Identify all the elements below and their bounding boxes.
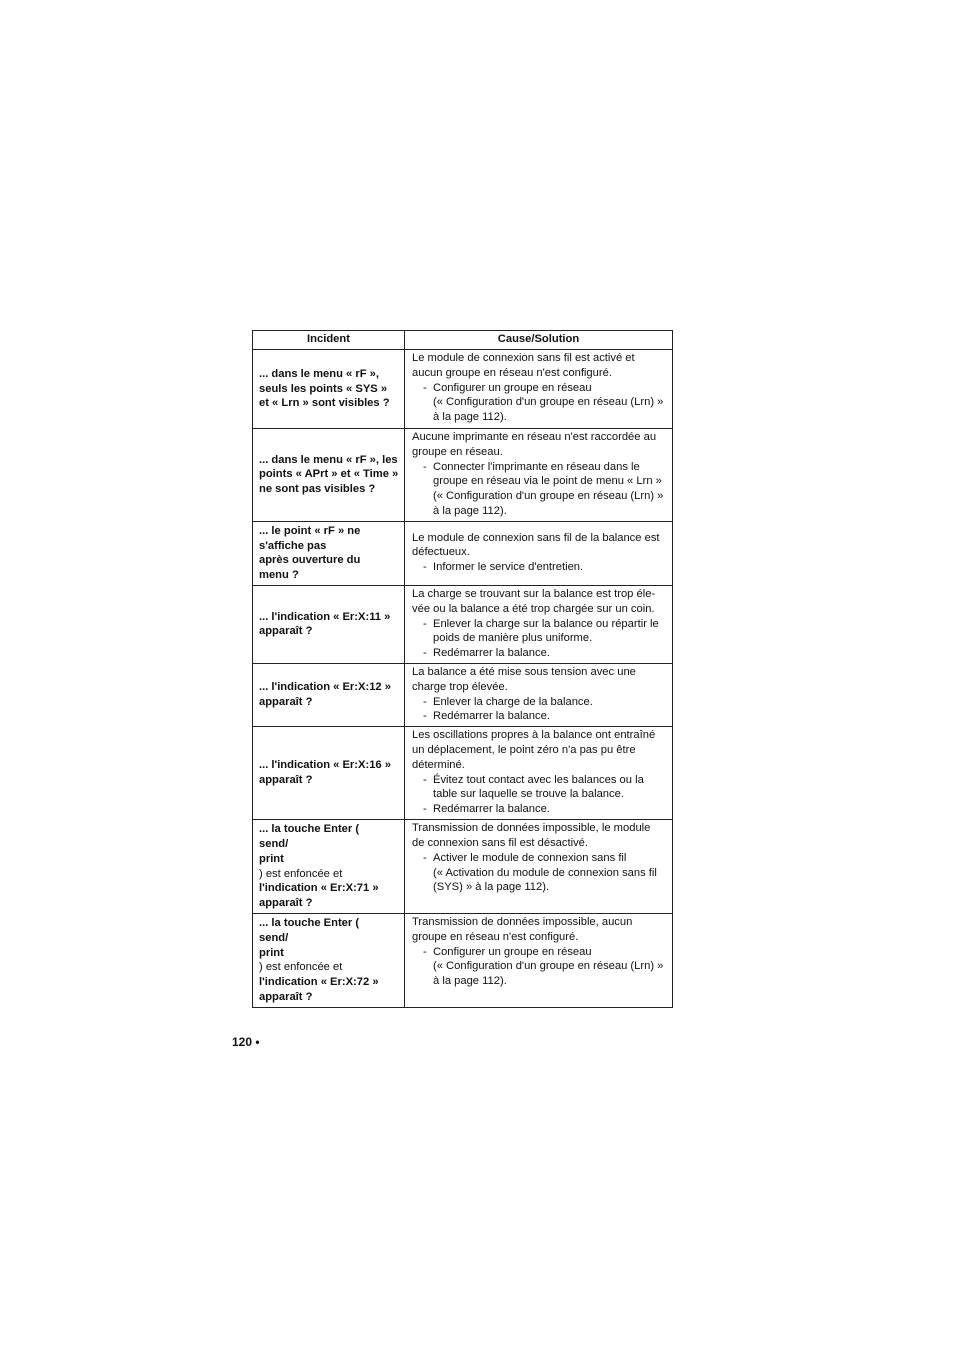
incident-cell: ... l'indication « Er:X:12 » apparaît ? — [253, 663, 405, 726]
incident-cell: ... le point « rF » ne s'affiche pas après ouverture du menu ? — [253, 521, 405, 585]
incident-cell: ... dans le menu « rF », les points « APrt » et « Time » ne sont pas visibles ? — [253, 429, 405, 522]
incident-cell: ... dans le menu « rF », seuls les points « SYS » et « Lrn » sont visibles ? — [253, 350, 405, 429]
cause-solution-cell: Transmission de données impossible, le module de connexion sans fil est désactivé. - Activer le module de connexion sans fil (« Activation du module de connexion sans fil (SYS) » à la page 112). — [405, 820, 673, 914]
cause-solution-cell: La charge se trouvant sur la balance est trop éle- vée ou la balance a été trop chargée sur un coin. - Enlever la charge sur la balance ou répartir le poids de manière plus uniforme. - Redémarrer la balance. — [405, 585, 673, 663]
incident-cell: ... l'indication « Er:X:11 » apparaît ? — [253, 585, 405, 663]
cause-solution-cell: Les oscillations propres à la balance ont entraîné un déplacement, le point zéro n'a pas pu être déterminé. - Évitez tout contact avec les balances ou la table sur laquelle se trouve la balance. - Redémarrer la balance. — [405, 727, 673, 820]
table-header-row — [253, 331, 673, 350]
table-row — [253, 727, 673, 820]
cause-solution-cell: Transmission de données impossible, aucun groupe en réseau n'est configuré. - Configurer un groupe en réseau (« Configuration d'un groupe en réseau (Lrn) » à la page 112). — [405, 913, 673, 1007]
solution-step: - Configurer un groupe en réseau — [412, 945, 670, 960]
header-cause-solution: Cause/Solution — [405, 331, 673, 350]
solution-step: - Enlever la charge de la balance. — [412, 695, 670, 710]
solution-step: - Redémarrer la balance. — [412, 709, 670, 724]
cause-solution-cell: Aucune imprimante en réseau n'est raccordée au groupe en réseau. - Connecter l'imprimante en réseau dans le groupe en réseau via le point de menu « Lrn » (« Configuration d'un groupe en réseau (Lrn) » à la page 112). — [405, 429, 673, 522]
incident-cell: ... l'indication « Er:X:16 » apparaît ? — [253, 727, 405, 820]
table-row — [253, 350, 673, 429]
incident-cell: ... la touche Enter ( send/ print ) est enfoncée et l'indication « Er:X:71 » apparaît ? — [253, 820, 405, 914]
solution-step: - Évitez tout contact avec les balances ou la — [412, 773, 670, 788]
page-number: 120 • — [232, 1035, 260, 1049]
incident-cell: ... la touche Enter ( send/ print ) est enfoncée et l'indication « Er:X:72 » apparaît ? — [253, 913, 405, 1007]
solution-step: - Enlever la charge sur la balance ou répartir le — [412, 617, 670, 632]
solution-step: - Activer le module de connexion sans fil — [412, 851, 670, 866]
cause-solution-cell: Le module de connexion sans fil de la balance est défectueux. - Informer le service d'entretien. — [405, 521, 673, 585]
solution-step: - Redémarrer la balance. — [412, 802, 670, 817]
cause-solution-cell: La balance a été mise sous tension avec une charge trop élevée. - Enlever la charge de la balance. - Redémarrer la balance. — [405, 663, 673, 726]
table-row — [253, 585, 673, 663]
solution-step: - Informer le service d'entretien. — [412, 560, 670, 575]
solution-step: - Connecter l'imprimante en réseau dans le — [412, 460, 670, 475]
solution-step: - Redémarrer la balance. — [412, 646, 670, 661]
cause-solution-cell: Le module de connexion sans fil est activé et aucun groupe en réseau n'est configuré. - Configurer un groupe en réseau (« Configuration d'un groupe en réseau (Lrn) » à la page 112). — [405, 350, 673, 429]
table-row — [253, 663, 673, 726]
table-row — [253, 913, 673, 1007]
header-incident: Incident — [253, 331, 405, 350]
troubleshooting-table — [252, 330, 673, 1008]
solution-step: - Configurer un groupe en réseau — [412, 381, 670, 396]
table-row — [253, 429, 673, 522]
table-row — [253, 820, 673, 914]
table-row — [253, 521, 673, 585]
